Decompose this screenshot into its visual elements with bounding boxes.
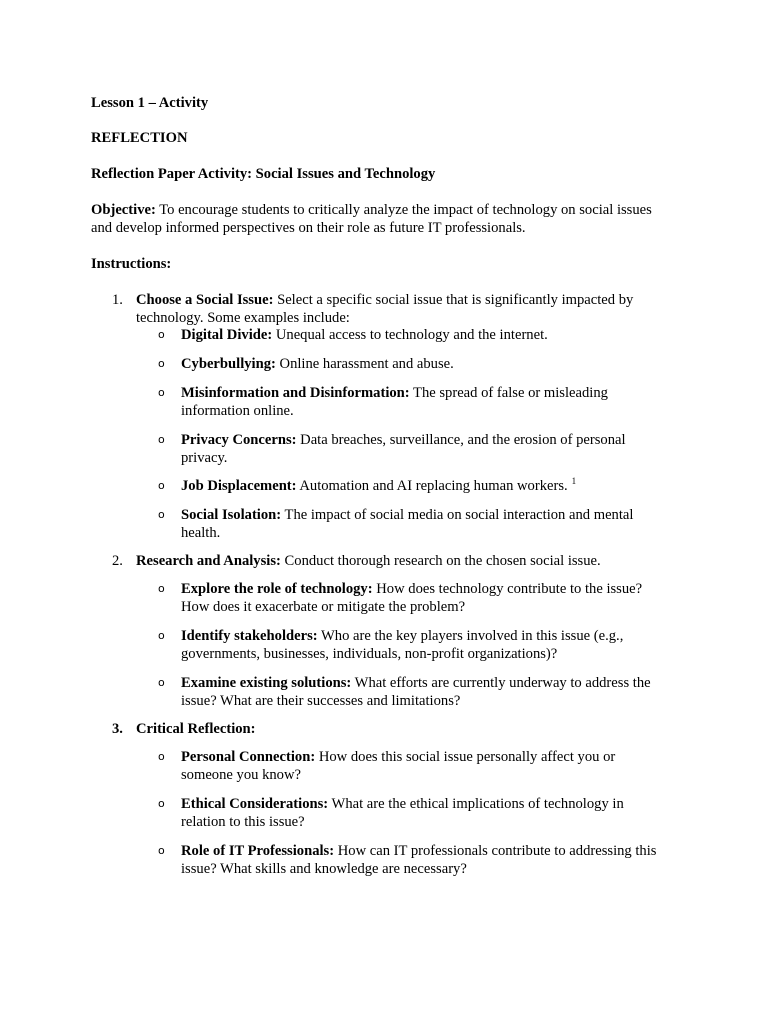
bullet-marker: o bbox=[158, 479, 165, 492]
step-label: Research and Analysis: bbox=[136, 553, 281, 569]
step-text-line-1: Select a specific social issue that is significantly impacted by bbox=[273, 292, 634, 308]
item-label: Ethical Considerations: bbox=[181, 796, 329, 812]
item-text: Unequal access to technology and the internet. bbox=[272, 327, 548, 343]
objective-label: Objective: bbox=[91, 202, 156, 218]
step-number: 1. bbox=[112, 292, 123, 308]
activity-title: Reflection Paper Activity: Social Issues and Technology bbox=[91, 166, 436, 182]
item-label: Privacy Concerns: bbox=[181, 432, 297, 448]
item-text-line-2: issue? What skills and knowledge are necessary? bbox=[181, 861, 467, 877]
lesson-title: Lesson 1 – Activity bbox=[91, 95, 209, 111]
step-number: 3. bbox=[112, 721, 123, 737]
item-text: How does technology contribute to the issue? bbox=[372, 581, 643, 597]
item-label: Job Displacement: bbox=[181, 478, 297, 494]
item-text-line-2: privacy. bbox=[181, 450, 228, 466]
item-text: The impact of social media on social interaction and mental bbox=[281, 507, 634, 523]
section-title: REFLECTION bbox=[91, 130, 188, 146]
item-text: Online harassment and abuse. bbox=[275, 356, 454, 372]
item-text-line-2: issue? What are their successes and limitations? bbox=[181, 693, 461, 709]
objective-line-1: To encourage students to critically analyze the impact of technology on social issues bbox=[155, 202, 652, 218]
item-text: How can IT professionals contribute to addressing this bbox=[334, 843, 657, 859]
item-text-line-2: governments, businesses, individuals, non-profit organizations)? bbox=[181, 646, 558, 662]
item-text: What are the ethical implications of technology in bbox=[328, 796, 624, 812]
bullet-marker: o bbox=[158, 357, 165, 370]
instructions-label: Instructions: bbox=[91, 256, 172, 272]
objective-paragraph bbox=[91, 201, 691, 237]
bullet-marker: o bbox=[158, 328, 165, 341]
item-label: Personal Connection: bbox=[181, 749, 316, 765]
bullet-marker: o bbox=[158, 676, 165, 689]
bullet-marker: o bbox=[158, 750, 165, 763]
item-label: Role of IT Professionals: bbox=[181, 843, 335, 859]
step-label: Choose a Social Issue: bbox=[136, 292, 274, 308]
step-label: Critical Reflection: bbox=[136, 721, 256, 737]
item-label: Explore the role of technology: bbox=[181, 581, 373, 597]
item-text: Automation and AI replacing human workers. bbox=[296, 478, 568, 494]
item-text-line-2: relation to this issue? bbox=[181, 814, 305, 830]
item-text: The spread of false or misleading bbox=[409, 385, 608, 401]
item-label: Examine existing solutions: bbox=[181, 675, 352, 691]
item-text: What efforts are currently underway to address the bbox=[351, 675, 651, 691]
item-label: Social Isolation: bbox=[181, 507, 282, 523]
objective-line-2: and develop informed perspectives on their role as future IT professionals. bbox=[91, 220, 526, 236]
bullet-marker: o bbox=[158, 508, 165, 521]
item-text-line-2: How does it exacerbate or mitigate the problem? bbox=[181, 599, 466, 615]
step-text-line-1: Conduct thorough research on the chosen social issue. bbox=[280, 553, 601, 569]
item-label: Identify stakeholders: bbox=[181, 628, 318, 644]
item-label: Cyberbullying: bbox=[181, 356, 276, 372]
footnote-reference[interactable]: 1 bbox=[571, 476, 577, 487]
bullet-marker: o bbox=[158, 582, 165, 595]
item-label: Misinformation and Disinformation: bbox=[181, 385, 410, 401]
item-text-line-2: health. bbox=[181, 525, 221, 541]
item-text: Who are the key players involved in this issue (e.g., bbox=[317, 628, 624, 644]
item-text-line-2: someone you know? bbox=[181, 767, 301, 783]
step-text-line-2: technology. Some examples include: bbox=[136, 310, 350, 326]
item-text: Data breaches, surveillance, and the erosion of personal bbox=[296, 432, 626, 448]
bullet-marker: o bbox=[158, 844, 165, 857]
bullet-marker: o bbox=[158, 386, 165, 399]
bullet-marker: o bbox=[158, 797, 165, 810]
bullet-marker: o bbox=[158, 433, 165, 446]
item-label: Digital Divide: bbox=[181, 327, 273, 343]
item-text: How does this social issue personally affect you or bbox=[315, 749, 616, 765]
step-number: 2. bbox=[112, 553, 123, 569]
bullet-marker: o bbox=[158, 629, 165, 642]
item-text-line-2: information online. bbox=[181, 403, 294, 419]
